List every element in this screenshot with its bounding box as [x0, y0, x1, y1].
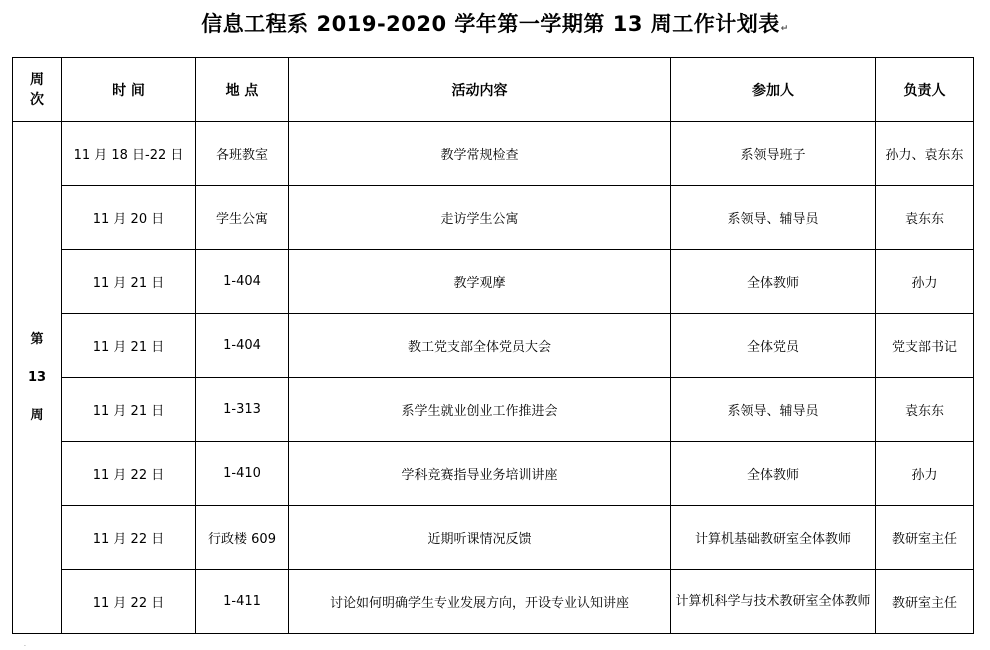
- header-row: [13, 58, 974, 122]
- cell-content: 讨论如何明确学生专业发展方向，开设专业认知讲座: [289, 570, 671, 634]
- cell-responsible: 孙力: [876, 442, 974, 506]
- cell-place: 1-404: [196, 314, 289, 378]
- table-row: [13, 250, 974, 314]
- header-responsible: 负责人: [876, 58, 974, 122]
- cell-content: 教学常规检查: [289, 122, 671, 186]
- cell-responsible: 袁东东: [876, 378, 974, 442]
- cell-responsible: 袁东东: [876, 186, 974, 250]
- cell-content: 教学观摩: [289, 250, 671, 314]
- schedule-table: [12, 57, 974, 634]
- week-number-cell: 第 13 周: [13, 122, 62, 634]
- cell-place: 1-404: [196, 250, 289, 314]
- cell-responsible: 孙力、袁东东: [876, 122, 974, 186]
- cell-participants: 全体党员: [671, 314, 876, 378]
- cell-participants: 计算机科学与技术教研室全体教师: [671, 570, 876, 634]
- table-row: [13, 442, 974, 506]
- header-participants: 参加人: [671, 58, 876, 122]
- cell-content: 学科竞赛指导业务培训讲座: [289, 442, 671, 506]
- cell-participants: 全体教师: [671, 442, 876, 506]
- table-row: [13, 186, 974, 250]
- cell-responsible: 教研室主任: [876, 506, 974, 570]
- header-content: 活动内容: [289, 58, 671, 122]
- header-week: 周 次: [13, 58, 62, 122]
- cell-participants: 系领导、辅导员: [671, 186, 876, 250]
- table-row: [13, 506, 974, 570]
- cell-time: 11 月 20 日: [62, 186, 196, 250]
- cell-place: 1-313: [196, 378, 289, 442]
- cell-time: 11 月 21 日: [62, 378, 196, 442]
- cell-time: 11 月 22 日: [62, 570, 196, 634]
- cell-responsible: 党支部书记: [876, 314, 974, 378]
- cell-participants: 计算机基础教研室全体教师: [671, 506, 876, 570]
- cell-participants: 全体教师: [671, 250, 876, 314]
- cell-content: 教工党支部全体党员大会: [289, 314, 671, 378]
- page-footer-mark: ·: [24, 643, 26, 650]
- cell-responsible: 教研室主任: [876, 570, 974, 634]
- cell-place: 1-410: [196, 442, 289, 506]
- cell-responsible: 孙力: [876, 250, 974, 314]
- cell-time: 11 月 18 日-22 日: [62, 122, 196, 186]
- cell-participants: 系领导班子: [671, 122, 876, 186]
- page-title: [0, 8, 990, 38]
- table-row: [13, 122, 974, 186]
- table-row: [13, 378, 974, 442]
- paragraph-mark-icon: ↵: [780, 24, 789, 34]
- cell-content: 走访学生公寓: [289, 186, 671, 250]
- cell-time: 11 月 21 日: [62, 250, 196, 314]
- header-time: 时 间: [62, 58, 196, 122]
- cell-place: 学生公寓: [196, 186, 289, 250]
- table-row: [13, 314, 974, 378]
- cell-time: 11 月 21 日: [62, 314, 196, 378]
- header-place: 地 点: [196, 58, 289, 122]
- cell-place: 行政楼 609: [196, 506, 289, 570]
- cell-time: 11 月 22 日: [62, 442, 196, 506]
- cell-place: 1-411: [196, 570, 289, 634]
- cell-content: 近期听课情况反馈: [289, 506, 671, 570]
- table-row: [13, 570, 974, 634]
- cell-content: 系学生就业创业工作推进会: [289, 378, 671, 442]
- cell-place: 各班教室: [196, 122, 289, 186]
- title-text: 信息工程系 2019-2020 学年第一学期第 13 周工作计划表: [201, 12, 780, 36]
- cell-time: 11 月 22 日: [62, 506, 196, 570]
- cell-participants: 系领导、辅导员: [671, 378, 876, 442]
